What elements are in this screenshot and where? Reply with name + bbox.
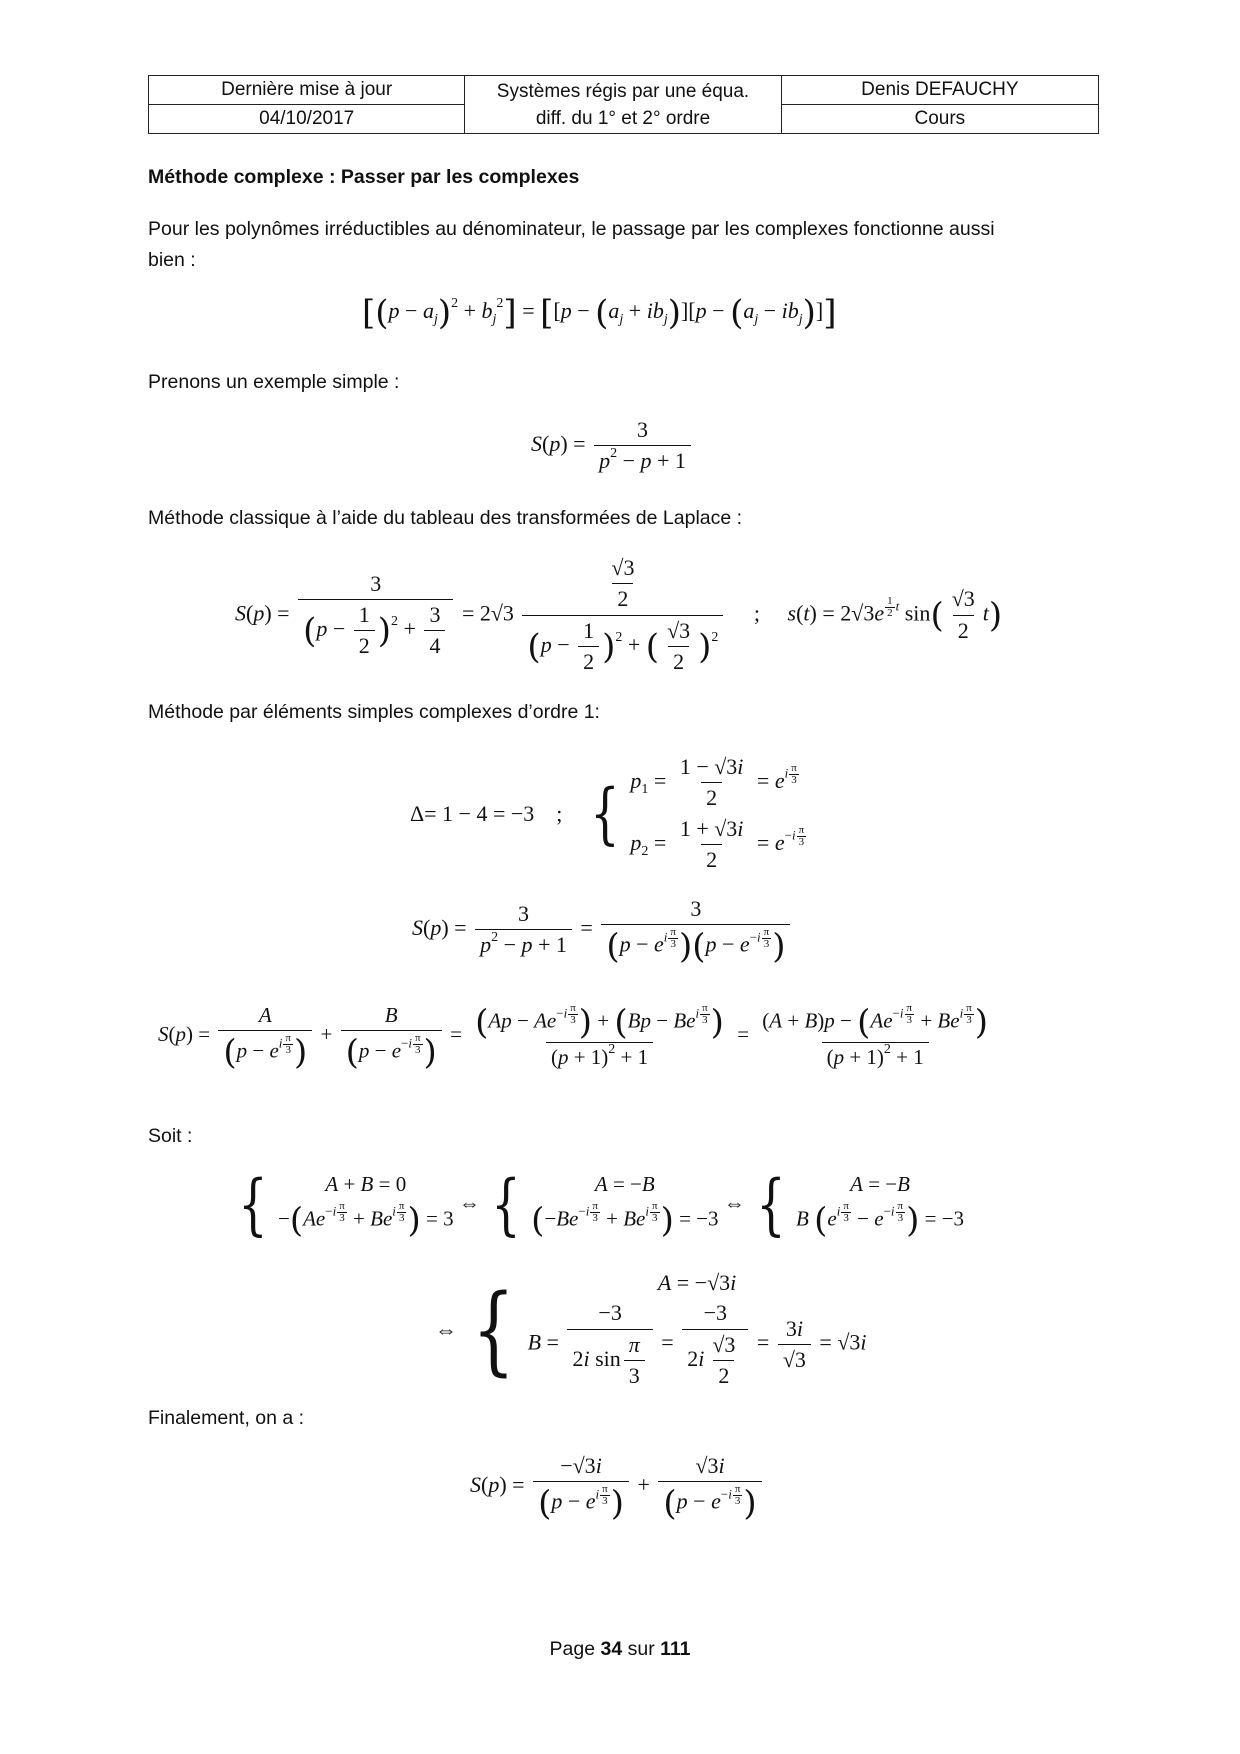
equation-partial-fractions: S(p) = A (p − ei $\frac{\pi}{3}$ ) + B (p − e−i $\frac{\pi}{3}$ ) = (Ap − Ae−i $\frac{\pi}{3}$ ) + (Bp − Bei $\frac{\pi}{3}$ ) $(p + 1)^2 + 1$ = (A + B)p − (Ae−i $\frac{\pi}{3}$ + Bei $\frac{\pi}{3}$ ) $(p + 1)^2 + 1$ (158, 1002, 989, 1073)
header-title (465, 76, 781, 134)
header-date: 04/10/2017 (149, 105, 465, 134)
equation-final-result: S(p) = −√3i (p − ei $\frac{\pi}{3}$ ) + √3i (p − e−i $\frac{\pi}{3}$ ) (470, 1453, 765, 1521)
paragraph-finally: Finalement, on a : (148, 1407, 305, 1429)
paragraph-simple-elements: Méthode par éléments simples complexes d’ordre 1: (148, 701, 600, 723)
equation-irreducible-factorization: $[(p - a_j)^2 + b_j^2] = [[p - (a_j + ib_j)][p - (a_j - ib_j)]]$ (362, 293, 837, 333)
paragraph-example: Prenons un exemple simple : (148, 371, 400, 393)
equation-solution-ab: ⇔ { A = −√3i B = −3 2i sin $\frac{\pi}{3}$ = −3 2i $\frac{√3}{2}$ = $\frac{3i}{√3}$ = √3i (435, 1270, 867, 1389)
footer-total-pages: 111 (660, 1638, 691, 1660)
header-doc-type: Cours (781, 105, 1098, 134)
footer-sur-label: sur (627, 1638, 655, 1660)
equation-discriminant-roots: Δ= 1 − 4 = −3 ; { $p_1$ = $\frac{1 - √3i}{2}$ = ei $\frac{\pi}{3}$ $p_2$ = $\frac{1 + √3i}{2}$ = e−i $\frac{\pi}{3}$ (410, 754, 805, 873)
paragraph-intro-line1: Pour les polynômes irréductibles au dénominateur, le passage par les complexes fonctionne aussi (148, 218, 995, 240)
paragraph-classic-method: Méthode classique à l’aide du tableau des transformées de Laplace : (148, 507, 743, 529)
equation-factored-form: S(p) = $\frac{3}{p^2 - p + 1}$ = 3 (p − ei $\frac{\pi}{3}$ )(p − e−i $\frac{\pi}{3}$ ) (412, 896, 793, 964)
page-footer (0, 1638, 1240, 1661)
paragraph-intro-line2: bien : (148, 249, 196, 271)
equation-classic-laplace: S(p) = 3 (p − $\frac{1}{2}$ )$^2$ + $\frac{3}{4}$ = 2√3 $\frac{√3}{2}$ (p − $\frac{1}{2}$ )$^2$ + ( $\frac{√3}{2}$ )$^2$ ; s(t) = 2√3e $\frac{1}{2}$ t sin( $\frac{√3}{2}$ t) (235, 555, 1003, 675)
header-author: Denis DEFAUCHY (781, 76, 1098, 105)
header-last-update-label: Dernière mise à jour (149, 76, 465, 105)
header-title-line1: Systèmes régis par une équa. (496, 80, 750, 102)
equation-system-ab: { A + B = 0 −(Ae−i $\frac{\pi}{3}$ + Bei $\frac{\pi}{3}$ ) = 3 ⇔ { A = −B (−Be−i $\frac{\pi}{3}$ + Bei $\frac{\pi}{3}$ ) = −3 ⇔ { A = −B B (ei $\frac{\pi}{3}$ − e−i $\frac{\pi}{3}$ ) = −3 (238, 1165, 965, 1243)
equation-transfer-function: S(p) = $\frac{3}{p^2 - p + 1}$ (531, 417, 694, 475)
header-title-line2: diff. du 1° et 2° ordre (535, 107, 711, 129)
footer-page-label: Page (549, 1638, 596, 1660)
footer-page-number: 34 (600, 1638, 623, 1660)
paragraph-soit: Soit : (148, 1125, 193, 1147)
section-title: Méthode complexe : Passer par les complexes (148, 166, 580, 188)
header-table (148, 75, 1099, 134)
